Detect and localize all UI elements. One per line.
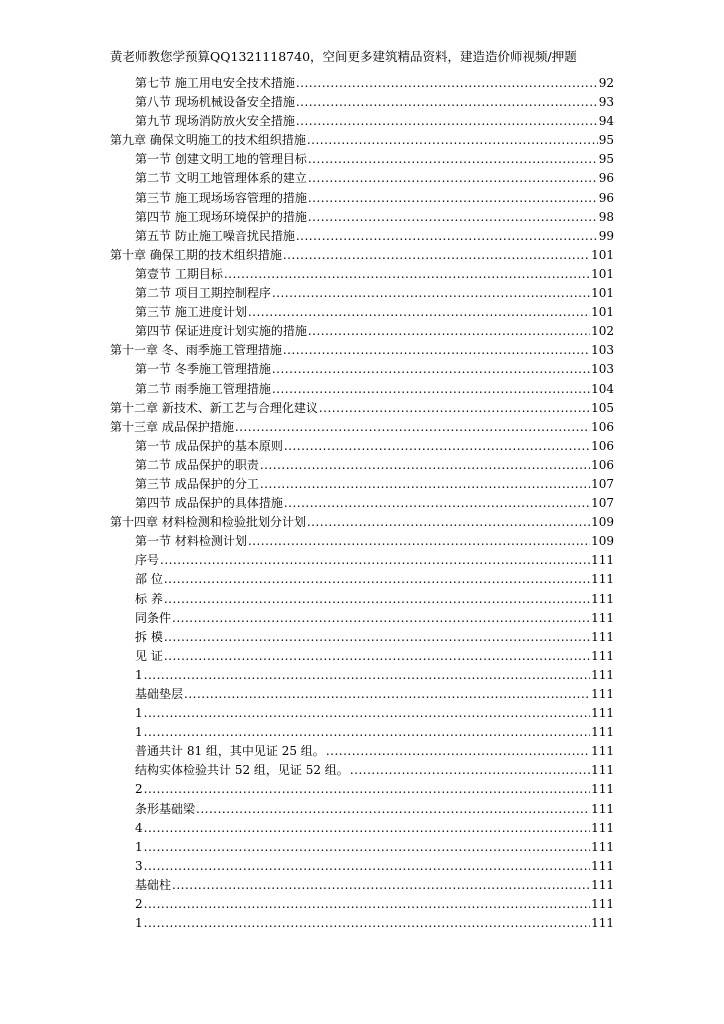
toc-dot-leader bbox=[308, 150, 598, 169]
toc-dot-leader bbox=[308, 189, 598, 208]
toc-section-row bbox=[110, 819, 614, 838]
toc-dot-leader bbox=[319, 399, 590, 418]
toc-entry-label: 第四节 施工现场环境保护的措施 bbox=[135, 209, 307, 224]
toc-entry-label: 第三节 施工进度计划 bbox=[135, 305, 247, 320]
toc-page-number: 111 bbox=[591, 744, 614, 759]
toc-dot-leader bbox=[283, 246, 590, 265]
toc-dot-leader bbox=[272, 380, 590, 399]
toc-dot-leader bbox=[196, 800, 590, 819]
toc-page-number: 106 bbox=[591, 438, 614, 453]
toc-dot-leader bbox=[307, 131, 598, 150]
toc-dot-leader bbox=[296, 227, 598, 246]
toc-section-row bbox=[110, 761, 614, 780]
toc-section-row bbox=[110, 609, 614, 628]
toc-dot-leader bbox=[296, 74, 598, 93]
toc-page-number: 101 bbox=[591, 247, 614, 262]
toc-dot-leader bbox=[144, 704, 590, 723]
toc-section-row bbox=[110, 494, 614, 513]
toc-entry-label: 1 bbox=[135, 916, 143, 931]
toc-page-number: 104 bbox=[591, 381, 614, 396]
toc-section-row bbox=[110, 437, 614, 456]
toc-entry-label: 第五节 防止施工噪音扰民措施 bbox=[135, 228, 295, 243]
toc-entry-label: 拆 模 bbox=[135, 629, 163, 644]
toc-page-number: 111 bbox=[591, 725, 614, 740]
toc-section-row bbox=[110, 303, 614, 322]
toc-page-number: 111 bbox=[591, 553, 614, 568]
toc-entry-label: 第十四章 材料检测和检验批划分计划 bbox=[110, 515, 306, 530]
toc-dot-leader bbox=[164, 647, 590, 666]
toc-page-number: 111 bbox=[591, 610, 614, 625]
toc-entry-label: 基础柱 bbox=[135, 877, 172, 892]
toc-page-number: 96 bbox=[598, 171, 614, 186]
toc-section-row bbox=[110, 685, 614, 704]
toc-dot-leader bbox=[172, 609, 590, 628]
toc-page-number: 95 bbox=[598, 152, 614, 167]
toc-page-number: 103 bbox=[591, 362, 614, 377]
toc-entry-label: 第十二章 新技术、新工艺与合理化建议 bbox=[110, 400, 318, 415]
toc-dot-leader bbox=[284, 494, 590, 513]
toc-page-number: 99 bbox=[598, 228, 614, 243]
toc-section-row bbox=[110, 532, 614, 551]
toc-page-number: 109 bbox=[591, 515, 614, 530]
toc-section-row bbox=[110, 93, 614, 112]
toc-entry-label: 第壹节 工期目标 bbox=[135, 266, 223, 281]
toc-dot-leader bbox=[144, 857, 590, 876]
toc-page-number: 111 bbox=[591, 858, 614, 873]
toc-page-number: 111 bbox=[591, 572, 614, 587]
toc-entry-label: 4 bbox=[135, 820, 143, 835]
toc-entry-label: 第二节 文明工地管理体系的建立 bbox=[135, 171, 307, 186]
toc-section-row bbox=[110, 742, 614, 761]
toc-section-row bbox=[110, 800, 614, 819]
toc-dot-leader bbox=[296, 93, 598, 112]
toc-entry-label: 第九节 现场消防放火安全措施 bbox=[135, 114, 295, 129]
toc-section-row bbox=[110, 169, 614, 188]
toc-entry-label: 同条件 bbox=[135, 610, 172, 625]
toc-page-number: 101 bbox=[591, 286, 614, 301]
toc-page-number: 98 bbox=[598, 209, 614, 224]
toc-dot-leader bbox=[260, 456, 590, 475]
toc-page-number: 105 bbox=[591, 400, 614, 415]
toc-dot-leader bbox=[144, 780, 590, 799]
toc-entry-label: 第一节 成品保护的基本原则 bbox=[135, 438, 283, 453]
toc-entry-label: 第四节 成品保护的具体措施 bbox=[135, 496, 283, 511]
toc-page-number: 95 bbox=[598, 133, 614, 148]
toc-page-number: 111 bbox=[591, 629, 614, 644]
toc-section-row bbox=[110, 208, 614, 227]
toc-dot-leader bbox=[144, 723, 590, 742]
toc-dot-leader bbox=[144, 819, 590, 838]
toc-dot-leader bbox=[144, 838, 590, 857]
toc-entry-label: 第十三章 成品保护措施 bbox=[110, 419, 234, 434]
toc-dot-leader bbox=[260, 475, 590, 494]
toc-page-number: 101 bbox=[591, 266, 614, 281]
toc-section-row bbox=[110, 456, 614, 475]
toc-dot-leader bbox=[308, 208, 598, 227]
toc-dot-leader bbox=[235, 418, 590, 437]
toc-page-number: 111 bbox=[591, 801, 614, 816]
toc-page-number: 107 bbox=[591, 476, 614, 491]
toc-entry-label: 1 bbox=[135, 706, 143, 721]
toc-dot-leader bbox=[164, 570, 590, 589]
toc-section-row bbox=[110, 857, 614, 876]
toc-dot-leader bbox=[144, 666, 590, 685]
toc-dot-leader bbox=[284, 437, 590, 456]
toc-entry-label: 第一节 冬季施工管理措施 bbox=[135, 362, 271, 377]
toc-page-number: 96 bbox=[598, 190, 614, 205]
toc-page-number: 111 bbox=[591, 591, 614, 606]
toc-section-row bbox=[110, 914, 614, 933]
toc-page-number: 111 bbox=[591, 687, 614, 701]
toc-section-row bbox=[110, 551, 614, 570]
toc-page-number: 109 bbox=[591, 534, 614, 549]
toc-chapter-row bbox=[110, 399, 614, 418]
toc-page-number: 93 bbox=[598, 95, 614, 110]
toc-section-row bbox=[110, 380, 614, 399]
toc-page-number: 111 bbox=[591, 897, 614, 912]
toc-dot-leader bbox=[172, 876, 590, 895]
toc-chapter-row bbox=[110, 341, 614, 360]
toc-section-row bbox=[110, 227, 614, 246]
toc-entry-label: 第一节 材料检测计划 bbox=[135, 534, 247, 549]
toc-entry-label: 序号 bbox=[135, 553, 160, 568]
toc-page-number: 107 bbox=[591, 496, 614, 511]
toc-entry-label: 第三节 成品保护的分工 bbox=[135, 476, 259, 491]
toc-page-number: 111 bbox=[591, 667, 614, 682]
toc-chapter-row bbox=[110, 131, 614, 150]
toc-page-number: 102 bbox=[591, 324, 614, 339]
toc-entry-label: 1 bbox=[135, 725, 143, 740]
toc-entry-label: 2 bbox=[135, 782, 143, 797]
toc-section-row bbox=[110, 723, 614, 742]
toc-chapter-row bbox=[110, 513, 614, 532]
toc-entry-label: 基础垫层 bbox=[135, 687, 184, 701]
toc-dot-leader bbox=[272, 284, 590, 303]
toc-dot-leader bbox=[326, 742, 590, 761]
toc-entry-label: 部 位 bbox=[135, 572, 163, 587]
toc-dot-leader bbox=[184, 685, 590, 704]
toc-dot-leader bbox=[160, 551, 590, 570]
toc-entry-label: 标 养 bbox=[135, 591, 163, 606]
toc-dot-leader bbox=[144, 895, 590, 914]
toc-dot-leader bbox=[248, 532, 590, 551]
toc-entry-label: 结构实体检验共计 52 组，见证 52 组。 bbox=[135, 763, 349, 778]
toc-section-row bbox=[110, 895, 614, 914]
toc-section-row bbox=[110, 838, 614, 857]
toc-entry-label: 1 bbox=[135, 667, 143, 682]
toc-dot-leader bbox=[164, 590, 590, 609]
toc-entry-label: 第八节 现场机械设备安全措施 bbox=[135, 95, 295, 110]
page-header: 黄老师教您学预算QQ1321118740，空间更多建筑精品资料，建造造价师视频/押题 bbox=[110, 49, 577, 64]
toc-dot-leader bbox=[144, 914, 590, 933]
toc-entry-label: 见 证 bbox=[135, 648, 163, 663]
toc-page-number: 103 bbox=[591, 343, 614, 358]
toc-section-row bbox=[110, 704, 614, 723]
toc-entry-label: 第一节 创建文明工地的管理目标 bbox=[135, 152, 307, 167]
toc-section-row bbox=[110, 74, 614, 93]
toc-page-number: 101 bbox=[591, 305, 614, 320]
toc-chapter-row bbox=[110, 418, 614, 437]
toc-section-row bbox=[110, 150, 614, 169]
toc-entry-label: 2 bbox=[135, 897, 143, 912]
toc-section-row bbox=[110, 628, 614, 647]
toc-dot-leader bbox=[296, 112, 598, 131]
toc-section-row bbox=[110, 876, 614, 895]
toc-section-row bbox=[110, 475, 614, 494]
toc-dot-leader bbox=[350, 761, 590, 780]
toc-page-number: 111 bbox=[591, 648, 614, 663]
toc-entry-label: 第十章 确保工期的技术组织措施 bbox=[110, 247, 282, 262]
toc-page-number: 111 bbox=[591, 877, 614, 892]
toc-entry-label: 第十一章 冬、雨季施工管理措施 bbox=[110, 343, 282, 358]
toc-section-row bbox=[110, 360, 614, 379]
toc-page-number: 111 bbox=[591, 706, 614, 721]
toc-dot-leader bbox=[283, 341, 590, 360]
toc-dot-leader bbox=[164, 628, 590, 647]
toc-chapter-row bbox=[110, 246, 614, 265]
toc-page-number: 106 bbox=[591, 419, 614, 434]
toc-section-row bbox=[110, 265, 614, 284]
toc-entry-label: 第二节 成品保护的职责 bbox=[135, 457, 259, 472]
toc-page-number: 111 bbox=[591, 763, 614, 778]
toc-dot-leader bbox=[248, 303, 590, 322]
toc-section-row bbox=[110, 666, 614, 685]
toc-section-row bbox=[110, 284, 614, 303]
toc-dot-leader bbox=[307, 513, 590, 532]
toc-entry-label: 第四节 保证进度计划实施的措施 bbox=[135, 324, 307, 339]
toc-entry-label: 第二节 雨季施工管理措施 bbox=[135, 381, 271, 396]
toc-section-row bbox=[110, 570, 614, 589]
toc-page-number: 111 bbox=[591, 782, 614, 797]
toc-section-row bbox=[110, 189, 614, 208]
toc-entry-label: 条形基础梁 bbox=[135, 801, 196, 816]
toc-dot-leader bbox=[224, 265, 590, 284]
toc-entry-label: 第九章 确保文明施工的技术组织措施 bbox=[110, 133, 306, 148]
toc-page-number: 92 bbox=[598, 76, 614, 90]
toc-entry-label: 第二节 项目工期控制程序 bbox=[135, 286, 271, 301]
toc-page-number: 106 bbox=[591, 457, 614, 472]
table-of-contents bbox=[110, 74, 614, 933]
toc-section-row bbox=[110, 112, 614, 131]
toc-section-row bbox=[110, 590, 614, 609]
toc-page-number: 94 bbox=[598, 114, 614, 129]
toc-entry-label: 3 bbox=[135, 858, 143, 873]
toc-entry-label: 第三节 施工现场场容管理的措施 bbox=[135, 190, 307, 205]
toc-entry-label: 第七节 施工用电安全技术措施 bbox=[135, 76, 295, 90]
toc-section-row bbox=[110, 780, 614, 799]
toc-section-row bbox=[110, 322, 614, 341]
toc-entry-label: 1 bbox=[135, 839, 143, 854]
toc-section-row bbox=[110, 647, 614, 666]
toc-entry-label: 普通共计 81 组，其中见证 25 组。 bbox=[135, 744, 325, 759]
toc-page-number: 111 bbox=[591, 916, 614, 931]
toc-dot-leader bbox=[272, 360, 590, 379]
toc-page-number: 111 bbox=[591, 839, 614, 854]
toc-dot-leader bbox=[308, 322, 590, 341]
toc-page-number: 111 bbox=[591, 820, 614, 835]
toc-dot-leader bbox=[308, 169, 598, 188]
